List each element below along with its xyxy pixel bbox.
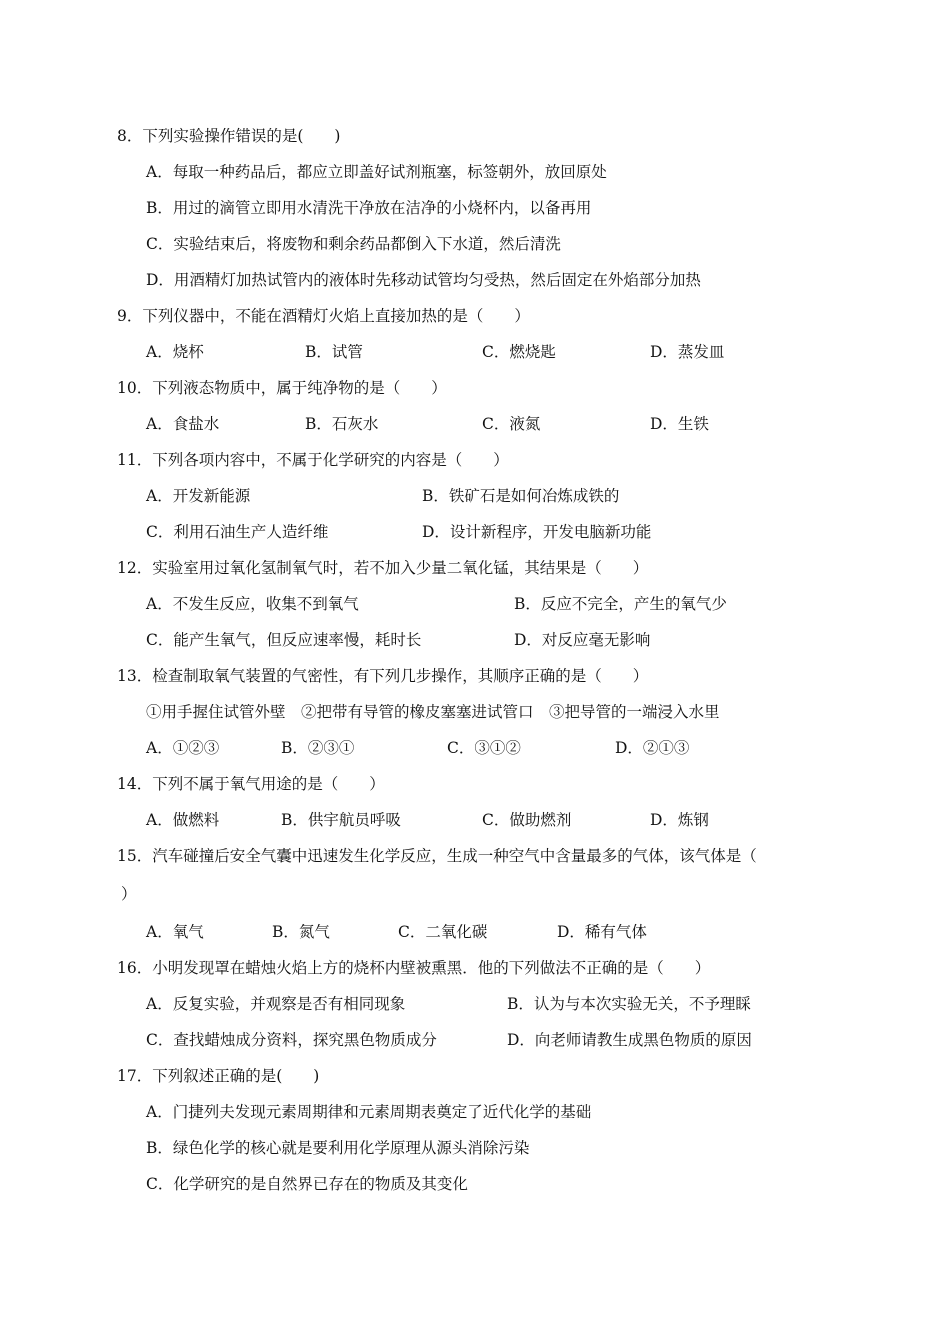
question-9-option-a: A．烧杯 — [146, 343, 204, 361]
question-9-stem: 9．下列仪器中，不能在酒精灯火焰上直接加热的是（ ） — [117, 307, 530, 325]
question-14-option-c: C．做助燃剂 — [482, 811, 572, 829]
question-11-option-a: A．开发新能源 — [146, 487, 251, 505]
question-14-option-b: B．供宇航员呼吸 — [281, 811, 401, 829]
question-12-option-c: C．能产生氧气，但反应速率慢，耗时长 — [146, 631, 422, 649]
question-8-option-b: B．用过的滴管立即用水清洗干净放在洁净的小烧杯内，以备再用 — [146, 199, 592, 217]
question-11-stem: 11．下列各项内容中，不属于化学研究的内容是（ ） — [117, 451, 509, 469]
question-17-option-a: A．门捷列夫发现元素周期律和元素周期表奠定了近代化学的基础 — [146, 1103, 592, 1121]
question-13-option-d: D．②①③ — [615, 739, 690, 757]
question-10-option-c: C．液氮 — [482, 415, 541, 433]
question-15-option-a: A．氧气 — [146, 923, 204, 941]
question-15-stem: 15．汽车碰撞后安全气囊中迅速发生化学反应，生成一种空气中含量最多的气体，该气体是（ — [117, 847, 757, 865]
question-9-option-b: B．试管 — [305, 343, 363, 361]
question-11-option-d: D．设计新程序，开发电脑新功能 — [422, 523, 652, 541]
question-15-option-c: C．二氧化碳 — [398, 923, 488, 941]
question-15-stem-continuation: ） — [121, 885, 137, 903]
question-17-option-c: C．化学研究的是自然界已存在的物质及其变化 — [146, 1175, 468, 1193]
question-16-stem: 16．小明发现罩在蜡烛火焰上方的烧杯内壁被熏黑．他的下列做法不正确的是（ ） — [117, 959, 711, 977]
question-10-option-b: B．石灰水 — [305, 415, 379, 433]
question-16-option-d: D．向老师请教生成黑色物质的原因 — [507, 1031, 752, 1049]
question-13-stem: 13．检查制取氧气装置的气密性，有下列几步操作，其顺序正确的是（ ） — [117, 667, 649, 685]
question-15-option-d: D．稀有气体 — [557, 923, 647, 941]
question-13-option-a: A．①②③ — [146, 739, 220, 757]
question-8-stem: 8．下列实验操作错误的是( ) — [117, 127, 341, 145]
question-16-option-a: A．反复实验，并观察是否有相同现象 — [146, 995, 406, 1013]
question-14-stem: 14．下列不属于氧气用途的是（ ） — [117, 775, 385, 793]
question-10-option-d: D．生铁 — [650, 415, 709, 433]
question-8-option-c: C．实验结束后，将废物和剩余药品都倒入下水道，然后清洗 — [146, 235, 561, 253]
question-12-stem: 12．实验室用过氧化氢制氧气时，若不加入少量二氧化锰，其结果是（ ） — [117, 559, 649, 577]
question-12-option-b: B．反应不完全，产生的氧气少 — [514, 595, 727, 613]
question-13-option-b: B．②③① — [281, 739, 355, 757]
question-17-option-b: B．绿色化学的核心就是要利用化学原理从源头消除污染 — [146, 1139, 530, 1157]
question-16-option-c: C．查找蜡烛成分资料，探究黑色物质成分 — [146, 1031, 437, 1049]
question-9-option-d: D．蒸发皿 — [650, 343, 725, 361]
question-17-stem: 17．下列叙述正确的是( ) — [117, 1067, 320, 1085]
question-8-option-a: A．每取一种药品后，都应立即盖好试剂瓶塞，标签朝外，放回原处 — [146, 163, 607, 181]
question-11-option-b: B．铁矿石是如何冶炼成铁的 — [422, 487, 620, 505]
question-14-option-d: D．炼钢 — [650, 811, 709, 829]
question-13-option-c: C．③①② — [447, 739, 521, 757]
question-16-option-b: B．认为与本次实验无关，不予理睬 — [507, 995, 751, 1013]
question-10-option-a: A．食盐水 — [146, 415, 220, 433]
question-12-option-d: D．对反应毫无影响 — [514, 631, 651, 649]
question-10-stem: 10．下列液态物质中，属于纯净物的是（ ） — [117, 379, 447, 397]
question-14-option-a: A．做燃料 — [146, 811, 220, 829]
question-9-option-c: C．燃烧匙 — [482, 343, 556, 361]
question-12-option-a: A．不发生反应，收集不到氧气 — [146, 595, 359, 613]
question-13-steps: ①用手握住试管外壁 ②把带有导管的橡皮塞塞进试管口 ③把导管的一端浸入水里 — [146, 703, 720, 721]
question-8-option-d: D．用酒精灯加热试管内的液体时先移动试管均匀受热，然后固定在外焰部分加热 — [146, 271, 701, 289]
question-11-option-c: C．利用石油生产人造纤维 — [146, 523, 329, 541]
question-15-option-b: B．氮气 — [272, 923, 330, 941]
